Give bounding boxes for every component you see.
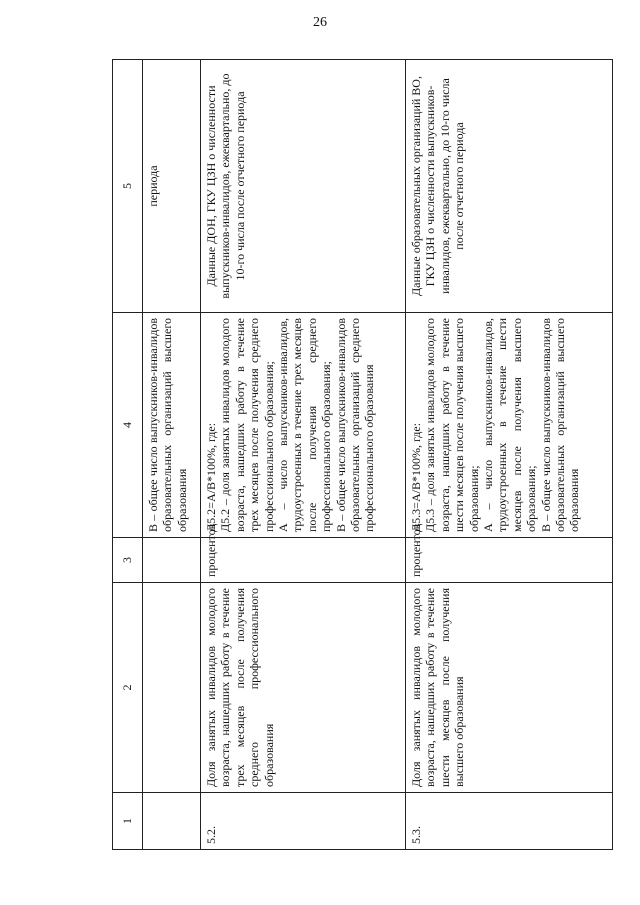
cont-unit bbox=[143, 538, 201, 583]
formula-b: В – общее число выпускников-инвалидов образовательных организаций среднего профессионального образования bbox=[333, 318, 377, 532]
calculation-method bbox=[201, 313, 406, 538]
data-source: Данные ДОН, ГКУ ЦЗН о численности выпускников-инвалидов, ежеквартально, до 10-го числа после отчетного периода bbox=[201, 60, 406, 313]
row-number: 5.3. bbox=[406, 793, 613, 850]
table-row bbox=[201, 60, 406, 850]
header-col-2: 2 bbox=[113, 583, 143, 793]
cont-formula: В – общее число выпускников-инвалидов образовательных организаций высшего образования bbox=[143, 313, 201, 538]
data-source: Данные образовательных организаций ВО, ГКУ ЦЗН о численности выпускников-инвалидов, ежеквартально, до 10-го числа после отчетного периода bbox=[406, 60, 613, 313]
row-number: 5.2. bbox=[201, 793, 406, 850]
indicator-name: Доля занятых инвалидов молодого возраста, нашедших работу в течение шести месяцев после получения высшего образования bbox=[406, 583, 613, 793]
unit: процентов bbox=[406, 538, 613, 583]
page-number: 26 bbox=[313, 15, 327, 30]
cont-num bbox=[143, 793, 201, 850]
header-row bbox=[113, 60, 143, 850]
indicators-table-rotated bbox=[112, 60, 612, 850]
calculation-method bbox=[406, 313, 613, 538]
continuation-row bbox=[143, 60, 201, 850]
table-row bbox=[406, 60, 613, 850]
header-col-4: 4 bbox=[113, 313, 143, 538]
formula: Д5.3=А/В*100%, где: bbox=[409, 422, 423, 532]
header-col-3: 3 bbox=[113, 538, 143, 583]
header-col-1: 1 bbox=[113, 793, 143, 850]
header-col-5: 5 bbox=[113, 60, 143, 313]
formula-desc: Д5.2 – доля занятых инвалидов молодого возраста, нашедших работу в течение трех месяцев после получения среднего профессионального образования; bbox=[218, 318, 276, 532]
unit: процентов bbox=[201, 538, 406, 583]
cont-name bbox=[143, 583, 201, 793]
formula-a: А – число выпускников-инвалидов, трудоустроенных в течение трех месяцев после получения среднего профессионального образования; bbox=[275, 318, 334, 532]
indicators-table bbox=[112, 59, 613, 850]
indicator-name: Доля занятых инвалидов молодого возраста, нашедших работу в течение трех месяцев после получения среднего профессионального образования bbox=[201, 583, 406, 793]
formula: Д5.2=А/В*100%, где: bbox=[204, 422, 218, 532]
formula-a: А – число выпускников-инвалидов, трудоустроенных в течение шести месяцев после получения высшего образования; bbox=[480, 318, 539, 532]
formula-b: В – общее число выпускников-инвалидов образовательных организаций высшего образования bbox=[538, 318, 582, 532]
formula-desc: Д5.3 – доля занятых инвалидов молодого возраста, нашедших работу в течение шести месяцев после получения высшего образования; bbox=[423, 318, 481, 532]
cont-source: периода bbox=[143, 60, 201, 313]
